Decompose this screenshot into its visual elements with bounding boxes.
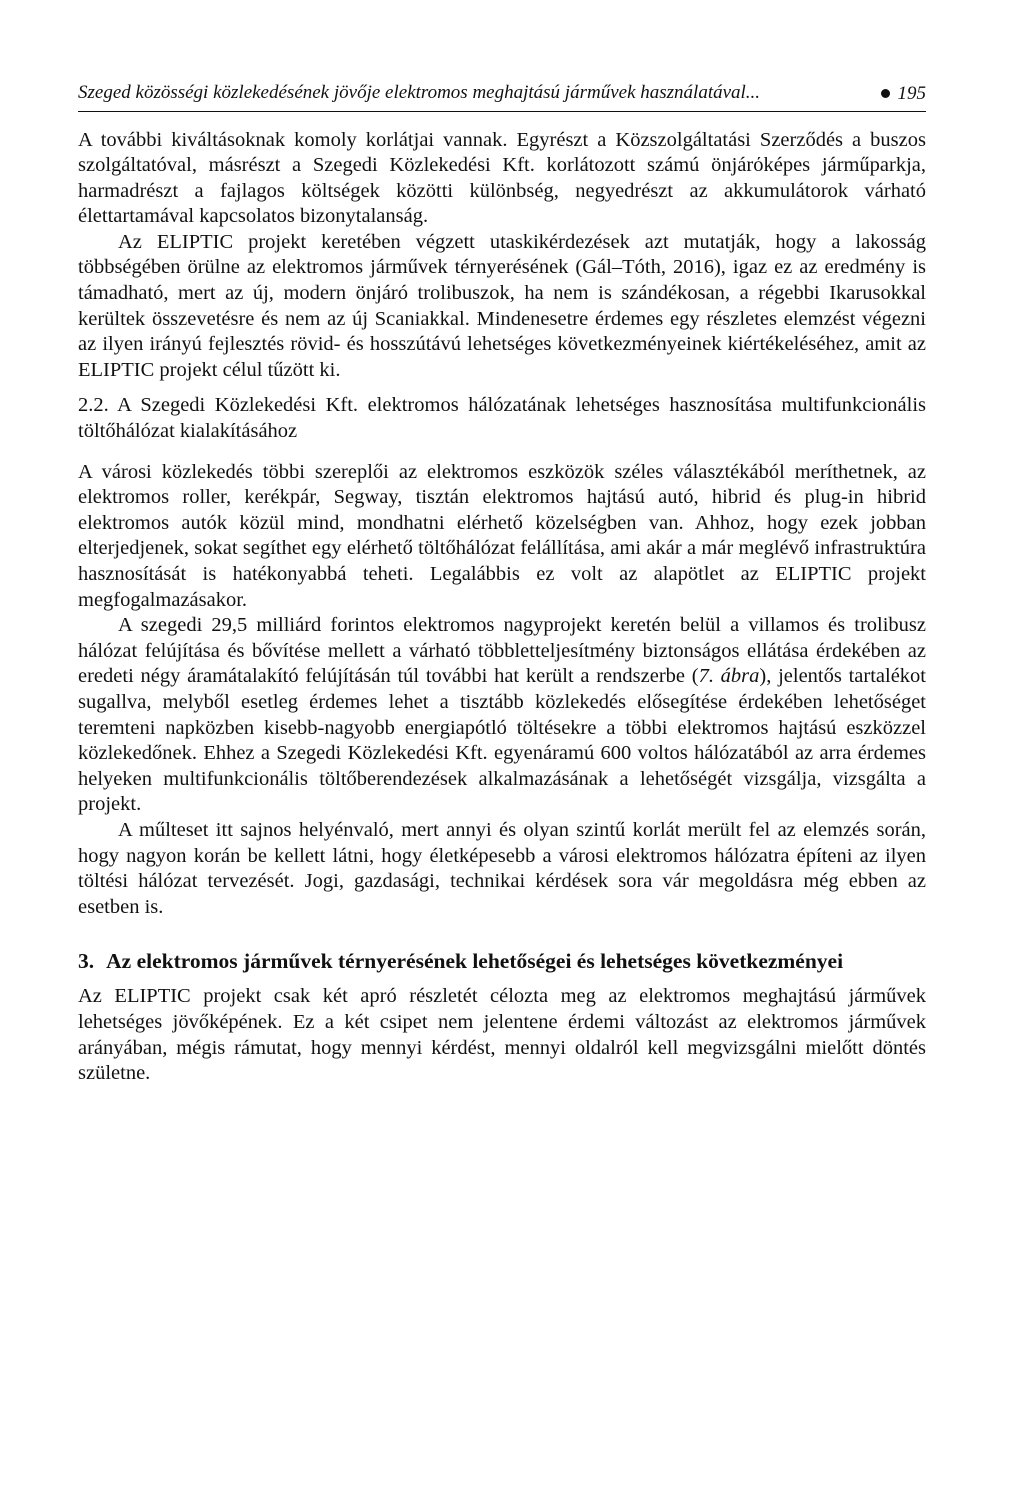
section-title: Az elektromos járművek térnyerésének lehetőségei és lehetséges következményei [106,949,844,974]
paragraph-megaproject [78,613,926,818]
paragraph-limitations: A további kiváltásoknak komoly korlátjai vannak. Egyrészt a Közszolgáltatási Szerződés a buszos szolgáltatóval, másrészt a Szegedi Közlekedési Kft. korlátozott számú önjárόképes járműparkja, harmadrészt a fajlagos költségek közötti különbség, negyedrészt az akkumulátorok várható élettartamával kapcsolatos bizonytalanság. [78,128,926,228]
section-heading-3 [78,948,926,974]
section-number: 3. [78,949,95,974]
paragraph-past-tense: A műlteset itt sajnos helyénvaló, mert annyi és olyan szintű korlát merült fel az elemzés során, hogy nagyon korán be kellett látni, hogy életképesebb a városi elektromos hálózatra építeni az ilyen töltési hálózat tervezését. Jogi, gazdasági, technikai kérdések sora vár megoldásra még ebben az esetben is. [78,818,926,918]
figure-reference: 7. ábra [698,665,760,688]
paragraph-megaproject-text-a: A szegedi 29,5 milliárd forintos elektromos nagyprojekt keretén belül a villamos és trolibusz hálózat felújítása és bővítése mellett a várható többletteljesítmény biztonságos ellátása érdekében az eredeti négy áramátalakító felújításán túl további hat került a rendszerbe ( [78,614,926,688]
paragraph-eliptic-details: Az ELIPTIC projekt csak két apró részletét célozta meg az elektromos meghajtású járművek lehetséges jövőképének. Ez a két csipet nem jelentene érdemi változást az elektromos járművek arányában, mégis rámutat, hogy mennyi kérdést, mennyi oldalról kell megvizsgálni mielőtt döntés születne. [78,985,926,1085]
running-head-right [881,81,927,107]
running-head-title: Szeged közösségi közlekedésének jövője elektromos meghajtású járművek használatával... [78,82,761,103]
running-head [78,80,926,112]
bullet-icon [881,89,890,98]
paragraph-megaproject-text-b: ), jelentős tartalékot sugallva, melyből esetleg érdemes lehet a tisztább közlekedés elősegítése érdekében lehetőséget teremteni napközben kisebb-nagyobb energiapótló töltésekre a többi elektromos hajtású eszközzel közlekedőnek. Ehhez a Szegedi Közlekedési Kft. egyenáramú 600 voltos hálózatából az arra érdemes helyeken multifunkcionális töltőberendezések alkalmazásának a lehetőségét vizsgálja, vizsgálta a projekt. [78,665,926,816]
paragraph-urban-transport: A városi közlekedés többi szereplői az elektromos eszközök széles választékából meríthetnek, az elektromos roller, kerékpár, Segway, tisztán elektromos hajtású autó, hibrid és plug-in hibrid elektromos autók közül mind, mondhatni elérhető közelségben van. Ahhoz, hogy ezek jobban elterjedjenek, sokat segíthet egy elérhető töltőhálózat felállítása, ami akár a már meglévő infrastruktúra hasznosítását is hatékonyabbá teheti. Legalábbis ez volt az alapötlet az ELIPTIC projekt megfogalmazásakor. [78,460,926,611]
document-page [78,80,926,1087]
subsection-heading-2-2: 2.2. A Szegedi Közlekedési Kft. elektromos hálózatának lehetséges hasznosítása multifunkcionális töltőhálózat kialakításához [78,394,926,443]
paragraph-survey: Az ELIPTIC projekt keretében végzett utaskikérdezések azt mutatják, hogy a lakosság többségében örülne az elektromos járművek térnyerésének (Gál–Tóth, 2016), igaz ez az eredmény is támadható, mert az új, modern önjáró trolibuszok, ha nem is szándékosan, a régebbi Ikarusokkal kerültek összevetésre és nem az új Scaniakkal. Mindenesetre érdemes egy részletes elemzést végezni az ilyen irányú fejlesztés rövid- és hosszútávú lehetséges következményeinek kiértékeléséhez, amit az ELIPTIC projekt célul tűzött ki. [78,230,926,381]
page-number: 195 [897,82,926,104]
